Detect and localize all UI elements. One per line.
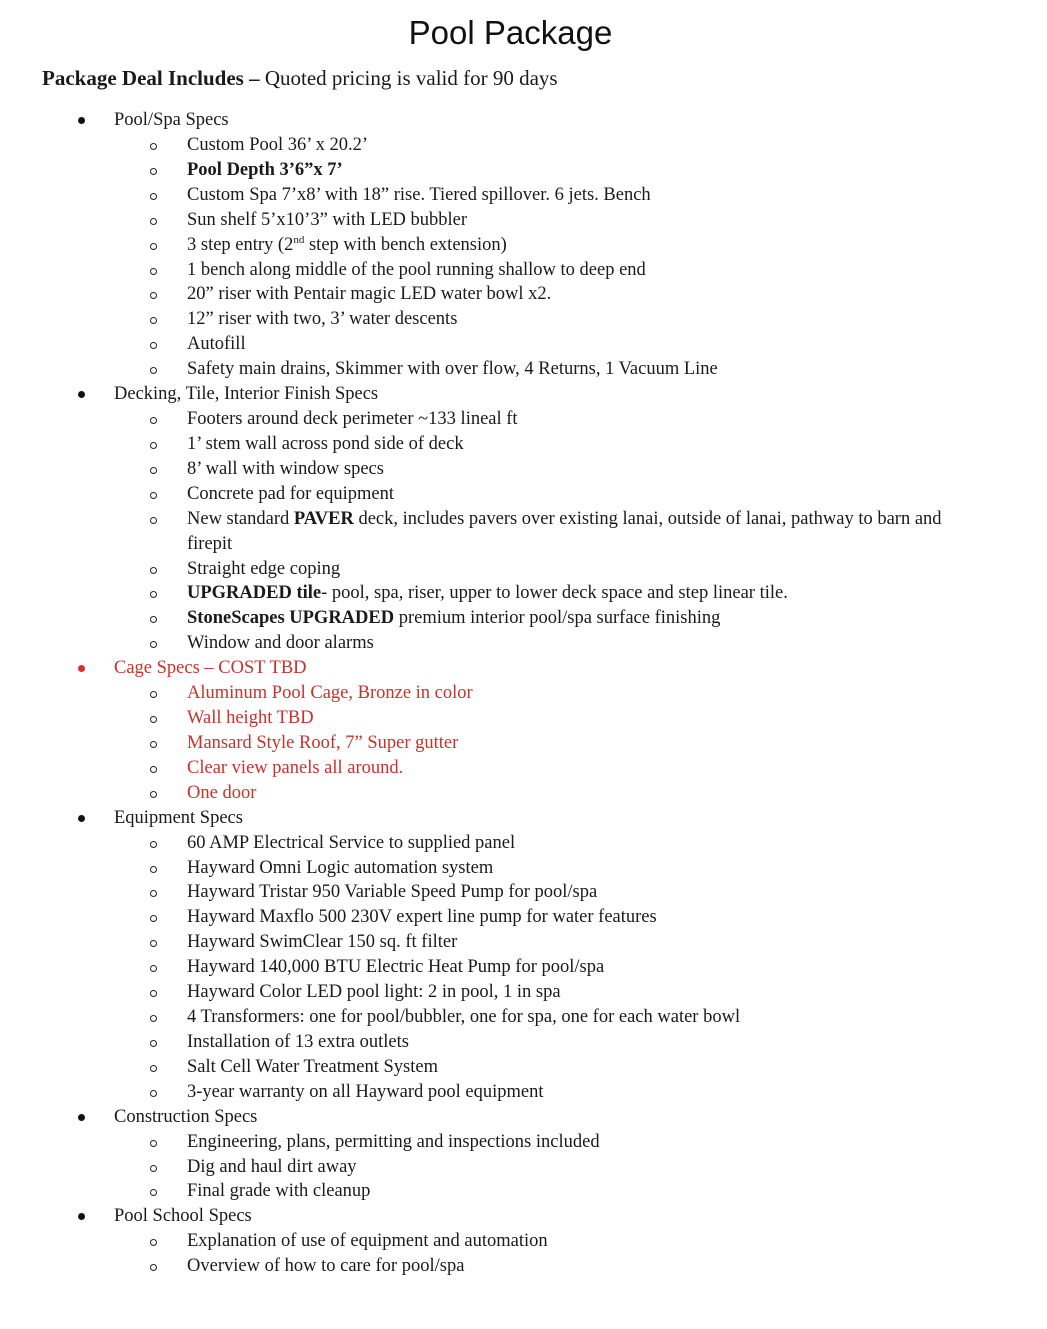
- list-item: [0, 930, 1047, 955]
- item-text: premium interior pool/spa surface finishing: [394, 608, 721, 629]
- circle-bullet-icon: [150, 193, 157, 200]
- circle-bullet-icon: [150, 965, 157, 972]
- item-text: One door: [187, 782, 257, 803]
- item-text: Straight edge coping: [187, 558, 341, 579]
- section-heading: [0, 1204, 1047, 1229]
- circle-bullet-icon: [150, 1239, 157, 1246]
- item-text: UPGRADED tile: [187, 583, 322, 604]
- item-text: 3-year warranty on all Hayward pool equipment: [187, 1081, 544, 1102]
- section-heading-text: Cage Specs – COST TBD: [114, 658, 307, 679]
- list-item: [0, 1179, 1047, 1204]
- item-text: Overview of how to care for pool/spa: [187, 1256, 465, 1277]
- item-text: 1 bench along middle of the pool running shallow to deep end: [187, 259, 646, 280]
- item-text: Engineering, plans, permitting and inspections included: [187, 1131, 600, 1152]
- page-title: Pool Package: [408, 14, 613, 51]
- circle-bullet-icon: [150, 1040, 157, 1047]
- section-heading-text: Decking, Tile, Interior Finish Specs: [114, 384, 379, 405]
- item-text: New standard: [187, 508, 294, 529]
- list-item: [0, 905, 1047, 930]
- circle-bullet-icon: [150, 292, 157, 299]
- intro-line: [42, 66, 558, 91]
- section-heading-text: Pool/Spa Specs: [114, 110, 229, 130]
- item-text: StoneScapes UPGRADED: [187, 608, 395, 629]
- list-item: [0, 208, 1047, 233]
- list-item: [0, 432, 1047, 457]
- bullet-icon: [78, 665, 85, 672]
- list-item: [0, 332, 1047, 357]
- list-item: [0, 781, 1047, 806]
- item-text: Hayward Omni Logic automation system: [187, 857, 494, 878]
- circle-bullet-icon: [150, 591, 157, 598]
- bullet-icon: [78, 391, 85, 398]
- circle-bullet-icon: [150, 143, 157, 150]
- list-item: [0, 831, 1047, 856]
- section-5: [0, 1204, 1047, 1279]
- circle-bullet-icon: [150, 517, 157, 524]
- intro-bold: Package Deal Includes –: [42, 66, 260, 90]
- circle-bullet-icon: [150, 1065, 157, 1072]
- item-text: Hayward Tristar 950 Variable Speed Pump for pool/spa: [187, 882, 598, 903]
- section-4: [0, 1105, 1047, 1205]
- circle-bullet-icon: [150, 1165, 157, 1172]
- list-item: [0, 955, 1047, 980]
- item-text: Explanation of use of equipment and automation: [187, 1231, 548, 1252]
- spec-sections: [0, 108, 1047, 1279]
- list-item: [0, 980, 1047, 1005]
- circle-bullet-icon: [150, 417, 157, 424]
- circle-bullet-icon: [150, 940, 157, 947]
- item-text: Custom Pool 36’ x 20.2’: [187, 135, 369, 155]
- item-text: Salt Cell Water Treatment System: [187, 1056, 438, 1077]
- circle-bullet-icon: [150, 791, 157, 798]
- circle-bullet-icon: [150, 243, 157, 250]
- list-item: [0, 1130, 1047, 1155]
- item-text: 20” riser with Pentair magic LED water bowl x2.: [187, 284, 552, 305]
- bullet-icon: [78, 1114, 85, 1121]
- item-text: nd: [293, 233, 305, 246]
- list-item: [0, 457, 1047, 482]
- section-2: [0, 656, 1047, 806]
- list-item: [0, 1229, 1047, 1254]
- circle-bullet-icon: [150, 442, 157, 449]
- item-text: - pool, spa, riser, upper to lower deck space and step linear tile.: [321, 583, 788, 604]
- list-item: [0, 756, 1047, 781]
- list-item: [0, 407, 1047, 432]
- item-text: 8’ wall with window specs: [187, 458, 384, 479]
- item-text: PAVER: [293, 508, 354, 529]
- section-heading: [0, 1105, 1047, 1130]
- circle-bullet-icon: [150, 691, 157, 698]
- section-heading-text: Construction Specs: [114, 1106, 258, 1127]
- section-heading-text: Pool School Specs: [114, 1206, 252, 1227]
- item-text: Custom Spa 7’x8’ with 18” rise. Tiered spillover. 6 jets. Bench: [187, 184, 651, 205]
- list-item: [0, 233, 1047, 258]
- section-0: [0, 108, 1047, 382]
- item-text: 1’ stem wall across pond side of deck: [187, 433, 464, 454]
- circle-bullet-icon: [150, 766, 157, 773]
- item-text: Autofill: [187, 334, 246, 355]
- circle-bullet-icon: [150, 616, 157, 623]
- section-heading: [0, 656, 1047, 681]
- circle-bullet-icon: [150, 841, 157, 848]
- item-text: deck, includes pavers over existing lanai, outside of lanai, pathway to barn and firepit: [187, 508, 942, 554]
- item-text: 4 Transformers: one for pool/bubbler, one for spa, one for each water bowl: [187, 1007, 741, 1027]
- bullet-icon: [78, 1213, 85, 1220]
- section-heading: [0, 382, 1047, 407]
- section-heading: [0, 108, 1047, 133]
- circle-bullet-icon: [150, 990, 157, 997]
- item-text: Installation of 13 extra outlets: [187, 1031, 409, 1052]
- list-item: [0, 357, 1047, 382]
- item-text: 3 step entry (2: [187, 234, 294, 255]
- circle-bullet-icon: [150, 890, 157, 897]
- item-text: Safety main drains, Skimmer with over flow, 4 Returns, 1 Vacuum Line: [187, 359, 718, 380]
- circle-bullet-icon: [150, 1264, 157, 1271]
- circle-bullet-icon: [150, 741, 157, 748]
- item-text: step with bench extension): [304, 234, 507, 255]
- circle-bullet-icon: [150, 218, 157, 225]
- circle-bullet-icon: [150, 716, 157, 723]
- item-text: Mansard Style Roof, 7” Super gutter: [187, 732, 459, 753]
- list-item: [0, 557, 1047, 582]
- item-text: Dig and haul dirt away: [187, 1156, 357, 1177]
- list-item: [0, 880, 1047, 905]
- item-text: Hayward Maxflo 500 230V expert line pump for water features: [187, 907, 657, 928]
- bullet-icon: [78, 815, 85, 822]
- list-item: [0, 856, 1047, 881]
- list-item: [0, 1080, 1047, 1105]
- item-text: 60 AMP Electrical Service to supplied panel: [187, 832, 516, 853]
- section-1: [0, 382, 1047, 656]
- item-text: Wall height TBD: [187, 708, 314, 729]
- list-item: [0, 731, 1047, 756]
- item-text: Final grade with cleanup: [187, 1181, 371, 1202]
- list-item: [0, 1055, 1047, 1080]
- list-item: [0, 1030, 1047, 1055]
- list-item: [0, 681, 1047, 706]
- list-item: [0, 158, 1047, 183]
- item-text: Sun shelf 5’x10’3” with LED bubbler: [187, 209, 468, 230]
- circle-bullet-icon: [150, 1140, 157, 1147]
- bullet-icon: [78, 117, 85, 124]
- circle-bullet-icon: [150, 342, 157, 349]
- circle-bullet-icon: [150, 467, 157, 474]
- section-3: [0, 806, 1047, 1105]
- list-item: [0, 706, 1047, 731]
- circle-bullet-icon: [150, 641, 157, 648]
- list-item: [0, 507, 1047, 557]
- list-item: [0, 183, 1047, 208]
- circle-bullet-icon: [150, 915, 157, 922]
- item-text: Pool Depth 3’6”x 7’: [187, 159, 343, 180]
- item-text: Clear view panels all around.: [187, 757, 404, 778]
- list-item: [0, 258, 1047, 283]
- list-item: [0, 1155, 1047, 1180]
- item-text: Hayward Color LED pool light: 2 in pool, 1 in spa: [187, 982, 561, 1003]
- item-text: Footers around deck perimeter ~133 lineal ft: [187, 409, 518, 430]
- list-item: [0, 482, 1047, 507]
- list-item: [0, 307, 1047, 332]
- circle-bullet-icon: [150, 168, 157, 175]
- circle-bullet-icon: [150, 268, 157, 275]
- circle-bullet-icon: [150, 317, 157, 324]
- item-text: Hayward 140,000 BTU Electric Heat Pump for pool/spa: [187, 957, 605, 978]
- section-heading-text: Equipment Specs: [114, 807, 243, 828]
- circle-bullet-icon: [150, 567, 157, 574]
- list-item: [0, 1005, 1047, 1030]
- list-item: [0, 133, 1047, 158]
- item-text: Aluminum Pool Cage, Bronze in color: [187, 683, 473, 704]
- item-text: Hayward SwimClear 150 sq. ft filter: [187, 932, 458, 953]
- item-text: Concrete pad for equipment: [187, 483, 395, 504]
- list-item: [0, 282, 1047, 307]
- circle-bullet-icon: [150, 866, 157, 873]
- list-item: [0, 631, 1047, 656]
- circle-bullet-icon: [150, 1015, 157, 1022]
- list-item: [0, 581, 1047, 606]
- section-heading: [0, 806, 1047, 831]
- list-item: [0, 1254, 1047, 1279]
- circle-bullet-icon: [150, 1090, 157, 1097]
- list-item: [0, 606, 1047, 631]
- intro-rest: Quoted pricing is valid for 90 days: [259, 66, 558, 90]
- circle-bullet-icon: [150, 1189, 157, 1196]
- item-text: 12” riser with two, 3’ water descents: [187, 309, 458, 330]
- circle-bullet-icon: [150, 367, 157, 374]
- circle-bullet-icon: [150, 492, 157, 499]
- item-text: Window and door alarms: [187, 633, 374, 654]
